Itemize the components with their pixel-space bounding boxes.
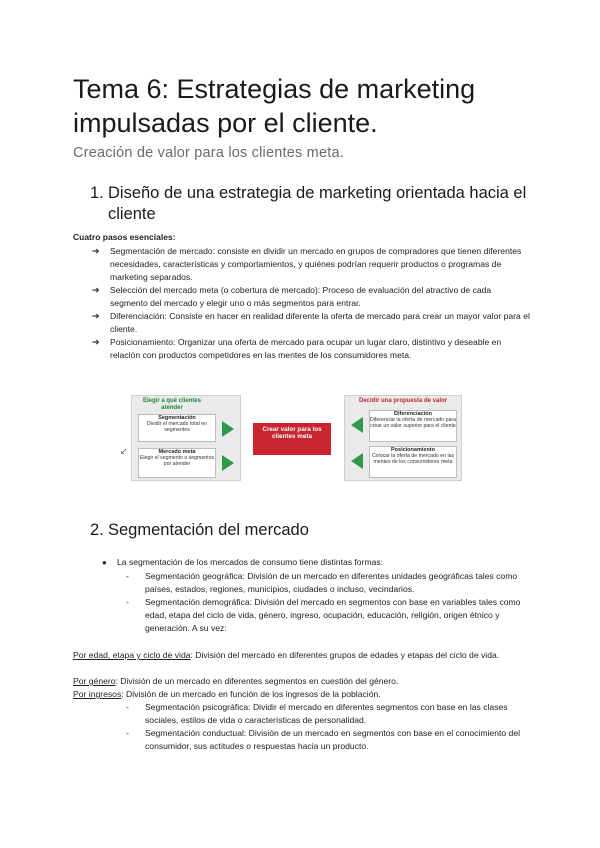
demographic-age-line: Por edad, etapa y ciclo de vida: División del mercado en diferentes grupos de edades y etapas del ciclo de vida. xyxy=(73,650,500,660)
list-item: - Segmentación psicográfica: Dividir el mercado en diferentes segmentos con base en las clases sociales, estilos de vida o características de personalidad. xyxy=(126,702,508,725)
list-item: ➔ Posicionamiento: Organizar una oferta de mercado para ocupar un lugar claro, distintivo y deseable en relación con productos competidores en las mentes de los consumidores meta. xyxy=(92,337,502,360)
demographic-income-line: Por ingresos: División de un mercado en función de los ingresos de la población. xyxy=(73,689,381,699)
arrow-left-icon xyxy=(351,417,363,433)
arrow-right-icon: ➔ xyxy=(92,285,100,295)
list-item: - Segmentación geográfica: División de un mercado en diferentes unidades geográficas tales como países, estados, regiones, municipios, ciudades o incluso, vecindarios. xyxy=(126,571,518,594)
list-item: - Segmentación demográfica: División del mercado en segmentos con base en variables tales como edad, etapa del ciclo de vida, género, ingreso, ocupación, educación, religión, origen étnico y generación. A su vez: xyxy=(126,597,521,633)
page-subtitle: Creación de valor para los clientes meta. xyxy=(73,145,344,161)
section-2-heading xyxy=(90,520,550,541)
differentiation-box: Diferenciación Diferenciar la oferta de mercado para crear un valor superior para el cliente xyxy=(369,410,457,442)
steps-intro: Cuatro pasos esenciales: xyxy=(73,232,176,242)
section-2-heading-text: Segmentación del mercado xyxy=(108,521,309,539)
bullet-icon: ● xyxy=(102,558,107,567)
list-item: ➔ Segmentación de mercado: consiste en dividir un mercado en grupos de compradores que tienen diferentes necesidades, características y comportamientos, y quiénes podrían requerir productos o programas de marketing separados. xyxy=(92,246,522,282)
arrow-right-icon: ➔ xyxy=(92,246,100,256)
arrow-right-icon: ➔ xyxy=(92,337,100,347)
section-2-number: 2. xyxy=(90,521,104,539)
target-market-box: Mercado meta Elegir el segmento o segmentos por atender xyxy=(138,448,216,478)
segmentation-list xyxy=(102,556,522,569)
create-value-box: Crear valor para los clientes meta xyxy=(253,423,331,455)
diagram-right-panel xyxy=(344,395,462,481)
section-1-number: 1. xyxy=(90,184,104,202)
positioning-box: Posicionamiento Colocar la oferta de mercado en las mentes de los consumidores meta xyxy=(369,446,457,478)
steps-list xyxy=(92,245,530,362)
diagram-left-panel xyxy=(131,395,241,481)
left-panel-title: Elegir a qué clientes atender xyxy=(142,398,202,411)
segmentation-types-list xyxy=(126,570,522,635)
arrow-right-icon xyxy=(222,421,234,437)
segmentation-types-list-2 xyxy=(126,701,522,753)
section-1-heading xyxy=(90,183,550,225)
segmentation-box: Segmentación Dividir el mercado total en segmentos xyxy=(138,414,216,442)
list-item: ● La segmentación de los mercados de consumo tiene distintas formas: xyxy=(102,557,384,567)
right-panel-title: Decidir una propuesta de valor xyxy=(358,398,448,404)
list-item: ➔ Diferenciación: Consiste en hacer en realidad diferente la oferta de mercado para crear un mayor valor para el cliente. xyxy=(92,311,530,334)
arrow-right-icon xyxy=(222,455,234,471)
pointer-arrow-icon: ↙ xyxy=(120,446,128,456)
list-item: ➔ Selección del mercado meta (o cobertura de mercado): Proceso de evaluación del atractivo de cada segmento del mercado y elegir uno o más segmentos para entrar. xyxy=(92,285,492,308)
strategy-diagram xyxy=(120,390,466,484)
page-title: Tema 6: Estrategias de marketing impulsadas por el cliente. xyxy=(73,74,476,138)
list-item: - Segmentación conductual: División de un mercado en segmentos con base en el conocimiento del consumidor, sus actitudes o respuestas hacia un producto. xyxy=(126,728,521,751)
section-1-heading-text: Diseño de una estrategia de marketing orientada hacia el cliente xyxy=(108,184,527,223)
demographic-gender-line: Por género: División de un mercado en diferentes segmentos en cuestión del género. xyxy=(73,676,399,686)
arrow-left-icon xyxy=(351,453,363,469)
arrow-right-icon: ➔ xyxy=(92,311,100,321)
